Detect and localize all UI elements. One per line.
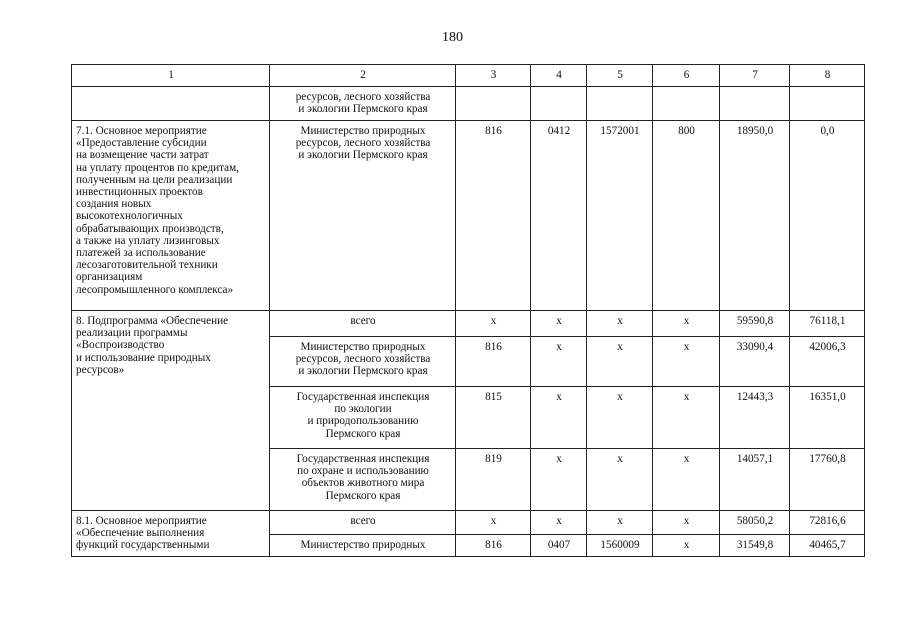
section-code-cell: x bbox=[531, 337, 587, 387]
cell-empty bbox=[72, 87, 270, 121]
cell-empty bbox=[720, 87, 790, 121]
responsible-executor-cell: Государственная инспекция по экологии и природопользованию Пермского края bbox=[270, 387, 456, 449]
page-number: 180 bbox=[442, 30, 463, 45]
section-code-cell: x bbox=[531, 387, 587, 449]
expense-type-cell: x bbox=[653, 535, 720, 557]
target-article-cell: 1560009 bbox=[587, 535, 653, 557]
amount-col7-cell: 12443,3 bbox=[720, 387, 790, 449]
target-article-cell: x bbox=[587, 387, 653, 449]
responsible-executor-cell: Министерство природных ресурсов, лесного хозяйства и экологии Пермского края bbox=[270, 337, 456, 387]
amount-col8-cell: 17760,8 bbox=[790, 449, 865, 511]
header-cell-8: 8 bbox=[790, 65, 865, 87]
header-cell-6: 6 bbox=[653, 65, 720, 87]
responsible-executor-cell: Министерство природных bbox=[270, 535, 456, 557]
responsible-executor-cell: Министерство природных ресурсов, лесного хозяйства и экологии Пермского края bbox=[270, 121, 456, 311]
responsible-executor-cell: всего bbox=[270, 311, 456, 337]
amount-col7-cell: 58050,2 bbox=[720, 511, 790, 535]
grbs-code-cell: x bbox=[456, 311, 531, 337]
section-code-cell: x bbox=[531, 449, 587, 511]
table-row-7-1 bbox=[72, 121, 865, 311]
header-cell-5: 5 bbox=[587, 65, 653, 87]
table-row-8-total bbox=[72, 311, 865, 337]
responsible-executor-cell: ресурсов, лесного хозяйства и экологии Пермского края bbox=[270, 87, 456, 121]
amount-col8-cell: 40465,7 bbox=[790, 535, 865, 557]
grbs-code-cell: x bbox=[456, 511, 531, 535]
expense-type-cell: 800 bbox=[653, 121, 720, 311]
header-cell-4: 4 bbox=[531, 65, 587, 87]
grbs-code-cell: 816 bbox=[456, 337, 531, 387]
table-row-8-1-total bbox=[72, 511, 865, 535]
expense-type-cell: x bbox=[653, 449, 720, 511]
grbs-code-cell: 816 bbox=[456, 535, 531, 557]
amount-col7-cell: 14057,1 bbox=[720, 449, 790, 511]
expense-type-cell: x bbox=[653, 511, 720, 535]
header-cell-1: 1 bbox=[72, 65, 270, 87]
cell-empty bbox=[587, 87, 653, 121]
grbs-code-cell: 815 bbox=[456, 387, 531, 449]
target-article-cell: x bbox=[587, 449, 653, 511]
table-row-continuation bbox=[72, 87, 865, 121]
target-article-cell: 1572001 bbox=[587, 121, 653, 311]
section-code-cell: 0407 bbox=[531, 535, 587, 557]
subprogram-name-cell: 8. Подпрограмма «Обеспечение реализации программы «Воспроизводство и использование природных ресурсов» bbox=[72, 311, 270, 511]
amount-col8-cell: 72816,6 bbox=[790, 511, 865, 535]
activity-name-cell: 7.1. Основное мероприятие «Предоставление субсидии на возмещение части затрат на уплату процентов по кредитам, полученным на цели реализации инвестиционных проектов создания новых высокотехнологичных обрабатывающих производств, а также на уплату лизинговых платежей за использование лесозаготовительной техники организациям лесопромышленного комплекса» bbox=[72, 121, 270, 311]
target-article-cell: x bbox=[587, 511, 653, 535]
header-cell-2: 2 bbox=[270, 65, 456, 87]
amount-col8-cell: 0,0 bbox=[790, 121, 865, 311]
cell-empty bbox=[531, 87, 587, 121]
expense-type-cell: x bbox=[653, 337, 720, 387]
amount-col7-cell: 18950,0 bbox=[720, 121, 790, 311]
grbs-code-cell: 819 bbox=[456, 449, 531, 511]
cell-empty bbox=[790, 87, 865, 121]
amount-col8-cell: 42006,3 bbox=[790, 337, 865, 387]
expense-type-cell: x bbox=[653, 311, 720, 337]
responsible-executor-cell: Государственная инспекция по охране и использованию объектов животного мира Пермского края bbox=[270, 449, 456, 511]
amount-col7-cell: 33090,4 bbox=[720, 337, 790, 387]
activity-name-cell: 8.1. Основное мероприятие «Обеспечение выполнения функций государственными bbox=[72, 511, 270, 557]
section-code-cell: x bbox=[531, 511, 587, 535]
header-cell-3: 3 bbox=[456, 65, 531, 87]
responsible-executor-cell: всего bbox=[270, 511, 456, 535]
header-cell-7: 7 bbox=[720, 65, 790, 87]
target-article-cell: x bbox=[587, 311, 653, 337]
amount-col7-cell: 31549,8 bbox=[720, 535, 790, 557]
section-code-cell: 0412 bbox=[531, 121, 587, 311]
amount-col8-cell: 16351,0 bbox=[790, 387, 865, 449]
section-code-cell: x bbox=[531, 311, 587, 337]
header-row bbox=[72, 65, 865, 87]
amount-col8-cell: 76118,1 bbox=[790, 311, 865, 337]
target-article-cell: x bbox=[587, 337, 653, 387]
expense-type-cell: x bbox=[653, 387, 720, 449]
cell-empty bbox=[456, 87, 531, 121]
cell-empty bbox=[653, 87, 720, 121]
amount-col7-cell: 59590,8 bbox=[720, 311, 790, 337]
grbs-code-cell: 816 bbox=[456, 121, 531, 311]
budget-table bbox=[71, 64, 865, 557]
